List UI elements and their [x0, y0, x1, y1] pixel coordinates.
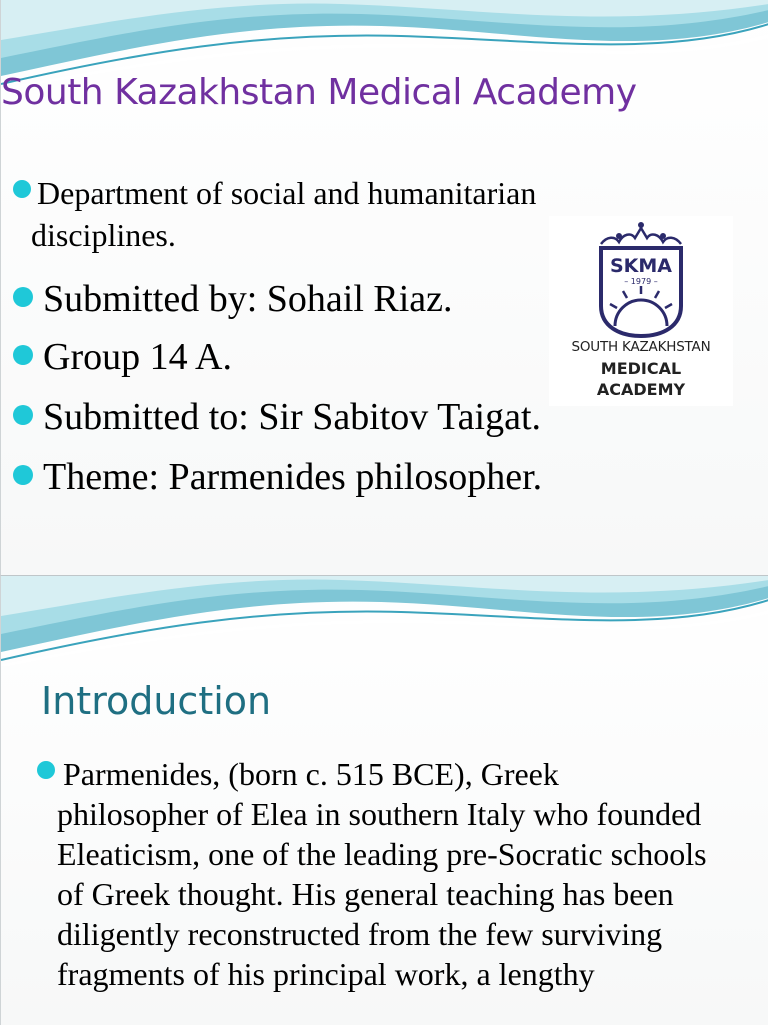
group-text: Group 14 A. [43, 336, 232, 378]
skma-shield-icon [593, 222, 689, 340]
logo-text-line-1: SOUTH KAZAKHSTAN [571, 339, 711, 355]
bullet-submitted-to [13, 395, 541, 439]
bullet-dot-icon [13, 345, 33, 365]
slide-title: Introduction [41, 679, 272, 723]
bullet-department [13, 172, 536, 256]
logo-text-line-2: MEDICAL [600, 359, 682, 378]
intro-paragraph [37, 754, 737, 994]
submitted-to-text: Submitted to: Sir Sabitov Taigat. [43, 396, 542, 438]
submitted-by-text: Submitted by: Sohail Riaz. [43, 278, 453, 320]
skma-logo [549, 216, 733, 406]
header-wave-decoration [1, 576, 768, 666]
logo-year: – 1979 – [624, 277, 658, 286]
slide-title: South Kazakhstan Medical Academy [1, 72, 637, 113]
logo-text-line-3: ACADEMY [596, 380, 686, 399]
theme-text: Theme: Parmenides philosopher. [43, 456, 543, 498]
slide-2 [0, 575, 768, 1025]
department-line-2: disciplines. [31, 217, 176, 253]
department-line-1: Department of social and humanitarian [37, 175, 537, 211]
bullet-theme [13, 455, 542, 499]
bullet-dot-icon [13, 465, 33, 485]
logo-abbr: SKMA [609, 255, 673, 277]
bullet-dot-icon [13, 287, 33, 307]
intro-first-line: Parmenides, (born c. 515 BCE), Greek [63, 756, 559, 792]
bullet-dot-icon [13, 405, 33, 425]
bullet-dot-icon [13, 180, 31, 198]
bullet-submitted-by [13, 277, 453, 321]
intro-continued: philosopher of Elea in southern Italy who founded Eleaticism, one of the leading pre-Socratic schools of Greek thought. His general teaching has been diligently reconstructed from the few surviving fragments of his principal work, a lengthy [57, 796, 707, 992]
bullet-dot-icon [37, 761, 55, 779]
bullet-group [13, 335, 232, 379]
